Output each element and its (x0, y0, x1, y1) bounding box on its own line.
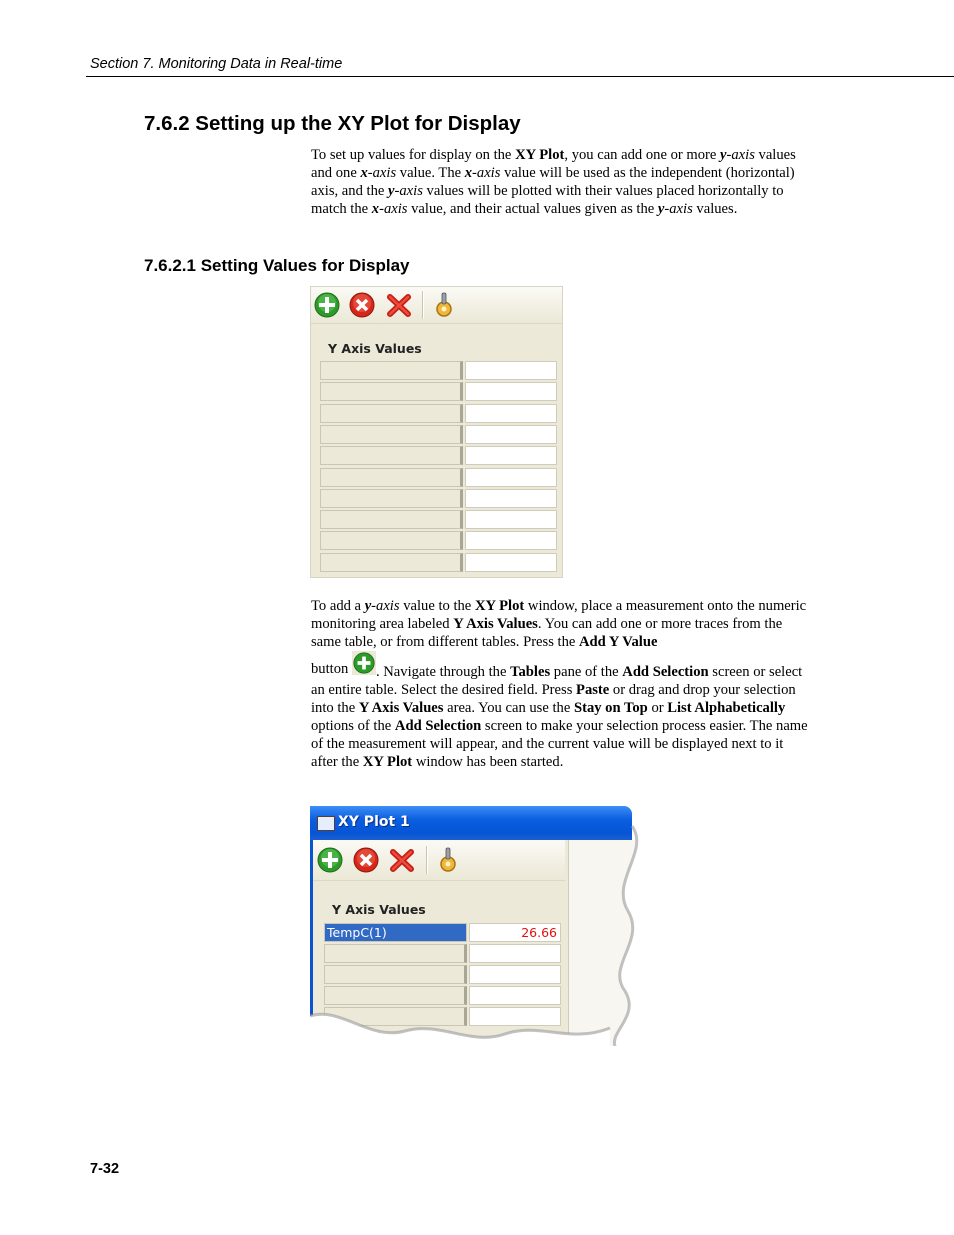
xy-plot-window-screenshot (310, 806, 645, 1046)
measurement-value-cell (465, 404, 557, 423)
measurement-name-cell[interactable] (320, 468, 463, 487)
torn-edge-overlay (310, 806, 645, 1046)
measurement-name-cell[interactable] (320, 531, 463, 550)
measurement-name-cell[interactable] (320, 425, 463, 444)
measurement-value-cell (465, 510, 557, 529)
window-title: XY Plot 1 (338, 814, 410, 830)
measurement-name-cell[interactable] (320, 382, 463, 401)
measurement-value-cell (465, 425, 557, 444)
y-axis-values-panel-screenshot (310, 286, 563, 578)
measurement-name-cell[interactable] (320, 489, 463, 508)
measurement-value-cell: 26.66 (469, 923, 561, 942)
measurement-value-cell (465, 446, 557, 465)
delete-all-icon[interactable] (386, 292, 412, 318)
add-icon[interactable] (314, 292, 340, 318)
header-rule (86, 76, 954, 77)
measurement-name-cell[interactable] (320, 510, 463, 529)
measurement-name-cell[interactable] (320, 404, 463, 423)
y-axis-values-grid[interactable] (320, 361, 557, 575)
section-heading: 7.6.2 Setting up the XY Plot for Display (144, 112, 521, 135)
y-axis-values-label: Y Axis Values (328, 341, 422, 356)
toolbar-separator (422, 291, 424, 319)
subsection-heading: 7.6.2.1 Setting Values for Display (144, 256, 410, 275)
measurement-value-cell (465, 468, 557, 487)
settings-icon[interactable] (431, 292, 457, 318)
table-row[interactable] (320, 425, 557, 445)
remove-icon[interactable] (349, 292, 375, 318)
intro-paragraph: To set up values for display on the XY Plot, you can add one or more y-axis values and one x-axis value. The x-axis value will be used as the independent (horizontal) axis, and the y-axis values will be plotted with their values placed horizontally to match the x-axis value, and their actual values given as the y-axis values. (311, 147, 796, 217)
measurement-value-cell (465, 553, 557, 572)
measurement-value-cell (465, 489, 557, 508)
measurement-value-cell (465, 361, 557, 380)
running-header: Section 7. Monitoring Data in Real-time (90, 56, 343, 72)
table-row[interactable] (320, 468, 557, 488)
panel-toolbar (311, 287, 562, 324)
table-row[interactable] (320, 404, 557, 424)
y-axis-values-label: Y Axis Values (332, 902, 426, 917)
measurement-name-cell[interactable] (320, 361, 463, 380)
table-row[interactable] (320, 489, 557, 509)
measurement-name-cell[interactable] (320, 553, 463, 572)
measurement-value-cell (465, 382, 557, 401)
table-row[interactable] (320, 382, 557, 402)
measurement-name-cell[interactable]: TempC(1) (324, 923, 467, 942)
table-row[interactable] (320, 361, 557, 381)
table-row[interactable] (320, 510, 557, 530)
table-row[interactable] (320, 531, 557, 551)
add-y-value-paragraph: To add a y-axis value to the XY Plot window, place a measurement onto the numeric monitoring area labeled Y Axis Values. You can add one or more traces from the same table, or from different tables. Press the Add Y Value button . Navigate through the Tables pane of the Add Selection screen or select an entire table. Select the desired field. Press Paste or drag and drop your selection into the Y Axis Values area. You can use the Stay on Top or List Alphabetically options of the Add Selection screen to make your selection process easier. The name of the measurement will appear, and the current value will be displayed next to it after the XY Plot window has been started. (311, 598, 808, 770)
add-y-value-icon (352, 651, 376, 675)
table-row[interactable] (320, 446, 557, 466)
measurement-value-cell (465, 531, 557, 550)
table-row[interactable] (320, 553, 557, 573)
page-number: 7-32 (90, 1161, 120, 1177)
measurement-name-cell[interactable] (320, 446, 463, 465)
